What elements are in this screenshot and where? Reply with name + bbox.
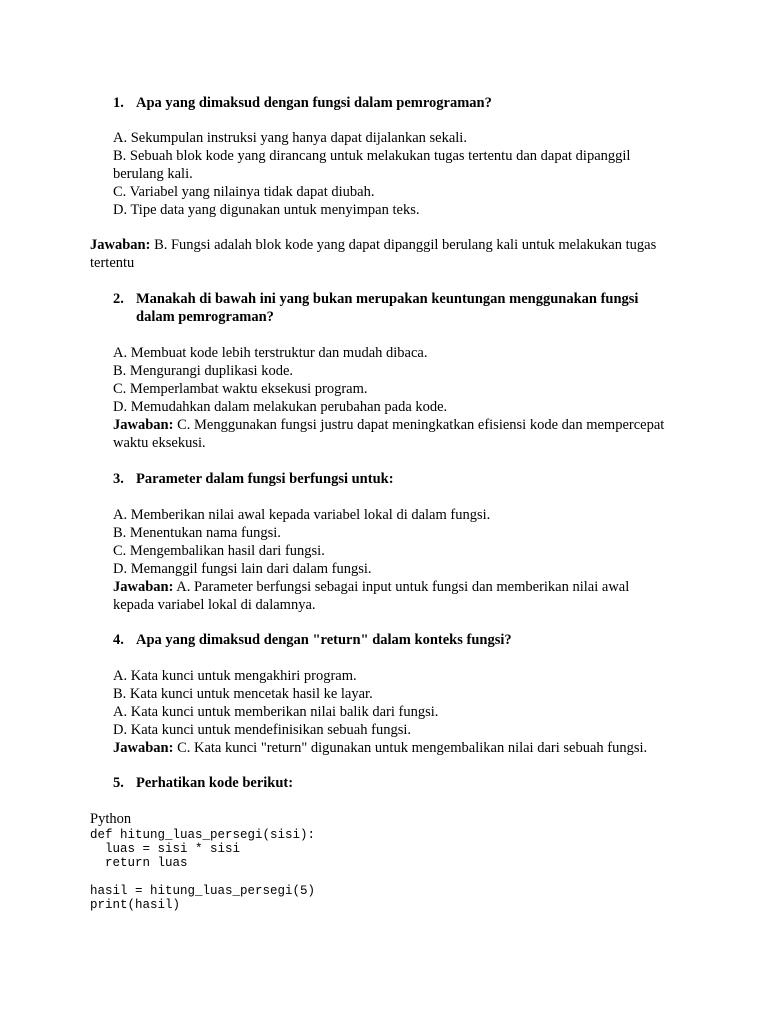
option-b: B. Menentukan nama fungsi. [113, 525, 281, 541]
question-4-answer [113, 739, 693, 757]
question-3-options [113, 506, 673, 614]
question-1-heading [113, 94, 673, 112]
question-5-heading [113, 774, 673, 792]
answer-text: C. Kata kunci "return" digunakan untuk mengembalikan nilai dari sebuah fungsi. [173, 740, 648, 756]
option-b: B. Sebuah blok kode yang dirancang untuk melakukan tugas tertentu dan dapat dipanggil berulang kali. [113, 148, 631, 182]
question-3-heading [113, 470, 673, 488]
option-a: A. Membuat kode lebih terstruktur dan mudah dibaca. [113, 345, 428, 361]
answer-text: B. Fungsi adalah blok kode yang dapat dipanggil berulang kali untuk melakukan tugas tertentu [90, 237, 657, 271]
question-text: Apa yang dimaksud dengan fungsi dalam pemrograman? [136, 95, 492, 111]
question-number: 4. [113, 632, 124, 648]
code-language-label: Python [90, 811, 132, 827]
option-d: D. Kata kunci untuk mendefinisikan sebuah fungsi. [113, 722, 411, 738]
question-1-answer [90, 236, 675, 272]
question-text: Perhatikan kode berikut: [136, 775, 294, 791]
question-number: 1. [113, 95, 124, 111]
option-b: B. Kata kunci untuk mencetak hasil ke layar. [113, 686, 373, 702]
option-a: A. Sekumpulan instruksi yang hanya dapat dijalankan sekali. [113, 130, 467, 146]
answer-label: Jawaban: [90, 237, 151, 253]
question-text: Manakah di bawah ini yang bukan merupakan keuntungan menggunakan fungsi dalam pemrograman? [136, 291, 639, 325]
option-d: D. Memudahkan dalam melakukan perubahan pada kode. [113, 399, 448, 415]
option-b: B. Mengurangi duplikasi kode. [113, 363, 294, 379]
code-block: def hitung_luas_persegi(sisi): luas = sisi * sisi return luas hasil = hitung_luas_persegi(5) print(hasil) [90, 828, 316, 912]
answer-text: A. Parameter berfungsi sebagai input untuk fungsi dan memberikan nilai awal kepada variabel lokal di dalamnya. [113, 579, 630, 613]
answer-label: Jawaban: [113, 417, 174, 433]
option-d: D. Tipe data yang digunakan untuk menyimpan teks. [113, 202, 420, 218]
option-a: A. Kata kunci untuk mengakhiri program. [113, 668, 357, 684]
question-2-answer [113, 416, 673, 452]
question-2-options [113, 344, 673, 452]
answer-label: Jawaban: [113, 579, 174, 595]
question-1-options [113, 129, 673, 219]
option-c: C. Memperlambat waktu eksekusi program. [113, 381, 368, 397]
answer-text: C. Menggunakan fungsi justru dapat meningkatkan efisiensi kode dan mempercepat waktu eksekusi. [113, 417, 665, 451]
question-3-answer [113, 578, 673, 614]
option-c: C. Variabel yang nilainya tidak dapat diubah. [113, 184, 375, 200]
answer-label: Jawaban: [113, 740, 174, 756]
option-d: D. Memanggil fungsi lain dari dalam fungsi. [113, 561, 372, 577]
question-number: 2. [113, 291, 124, 307]
question-text: Apa yang dimaksud dengan "return" dalam konteks fungsi? [136, 632, 512, 648]
question-4-options [113, 667, 693, 757]
question-4-heading [113, 631, 673, 649]
option-a-2: A. Kata kunci untuk memberikan nilai balik dari fungsi. [113, 704, 439, 720]
option-c: C. Mengembalikan hasil dari fungsi. [113, 543, 325, 559]
question-text: Parameter dalam fungsi berfungsi untuk: [136, 471, 394, 487]
question-2-heading [113, 290, 673, 326]
question-number: 3. [113, 471, 124, 487]
question-number: 5. [113, 775, 124, 791]
option-a: A. Memberikan nilai awal kepada variabel lokal di dalam fungsi. [113, 507, 491, 523]
